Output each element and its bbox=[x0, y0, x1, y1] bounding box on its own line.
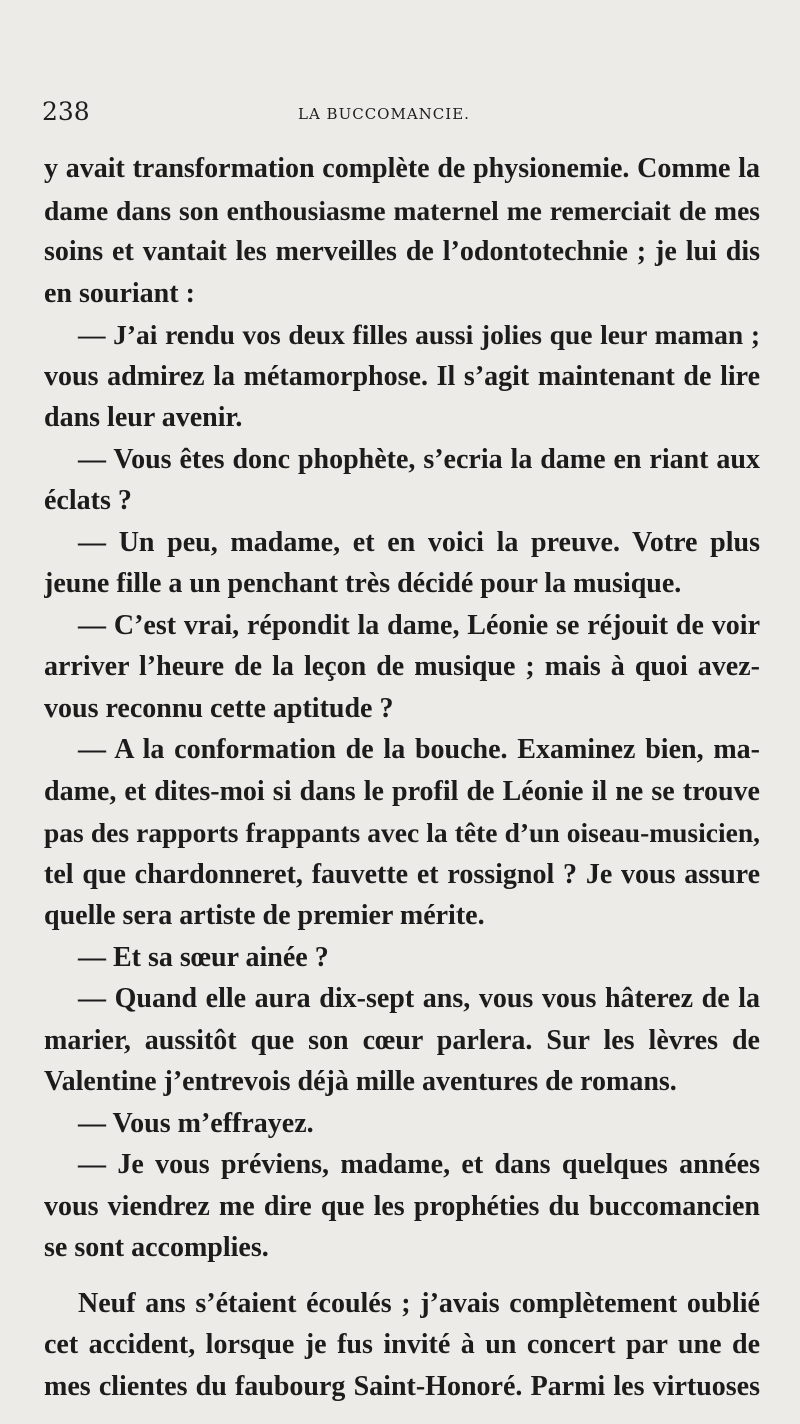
text-line: pas des rapports frappants avec la tête d’un oiseau-musicien, bbox=[44, 817, 760, 848]
text-line: — C’est vrai, répondit la dame, Léonie se réjouit de voir bbox=[78, 609, 760, 641]
text-line: dans leur avenir. bbox=[44, 402, 243, 433]
text-line: mes clientes du faubourg Saint-Honoré. Parmi les virtuoses bbox=[44, 1370, 760, 1402]
text-line: marier, aussitôt que son cœur parlera. Sur les lèvres de bbox=[44, 1024, 760, 1056]
text-line: Valentine j’entrevois déjà mille aventures de romans. bbox=[44, 1066, 677, 1097]
text-line: soins et vantait les merveilles de l’odontotechnie ; je lui dis bbox=[44, 236, 760, 267]
text-line: — Vous m’effrayez. bbox=[78, 1107, 314, 1139]
text-line: dame, et dites-moi si dans le profil de Léonie il ne se trouve bbox=[44, 775, 760, 807]
running-head bbox=[42, 97, 762, 137]
text-line: — A la conformation de la bouche. Examinez bien, ma- bbox=[78, 734, 760, 765]
text-line: éclats ? bbox=[44, 485, 132, 516]
text-line: arriver l’heure de la leçon de musique ; mais à quoi avez- bbox=[44, 651, 760, 682]
running-title: LA BUCCOMANCIE. bbox=[298, 105, 470, 123]
text-line: Neuf ans s’étaient écoulés ; j’avais complètement oublié bbox=[78, 1287, 760, 1319]
text-line: cet accident, lorsque je fus invité à un concert par une de bbox=[44, 1329, 760, 1360]
text-line: — J’ai rendu vos deux filles aussi jolies que leur maman ; bbox=[78, 319, 760, 350]
text-line: vous viendrez me dire que les prophéties du buccomancien bbox=[44, 1190, 760, 1222]
body-text bbox=[44, 148, 760, 1407]
text-line: — Quand elle aura dix-sept ans, vous vous hâterez de la bbox=[78, 983, 760, 1014]
text-line: en souriant : bbox=[44, 277, 195, 309]
text-line: se sont accomplies. bbox=[44, 1232, 269, 1263]
text-line: jeune fille a un penchant très décidé pour la musique. bbox=[44, 568, 682, 599]
text-line: y avait transformation complète de physionemie. Comme la bbox=[44, 153, 760, 184]
text-line: quelle sera artiste de premier mérite. bbox=[44, 900, 485, 931]
text-line: — Vous êtes donc phophète, s’ecria la dame en riant aux bbox=[78, 443, 760, 475]
text-line: — Je vous préviens, madame, et dans quelques années bbox=[78, 1149, 760, 1180]
text-line: vous admirez la métamorphose. Il s’agit maintenant de lire bbox=[44, 360, 760, 392]
text-line: tel que chardonneret, fauvette et rossignol ? Je vous assure bbox=[44, 858, 760, 890]
page-number: 238 bbox=[42, 97, 90, 126]
text-line: vous reconnu cette aptitude ? bbox=[44, 692, 394, 724]
text-line: — Et sa sœur ainée ? bbox=[78, 941, 329, 973]
text-line: — Un peu, madame, et en voici la preuve. Votre plus bbox=[78, 526, 760, 558]
text-line: dame dans son enthousiasme maternel me remerciait de mes bbox=[44, 194, 760, 226]
